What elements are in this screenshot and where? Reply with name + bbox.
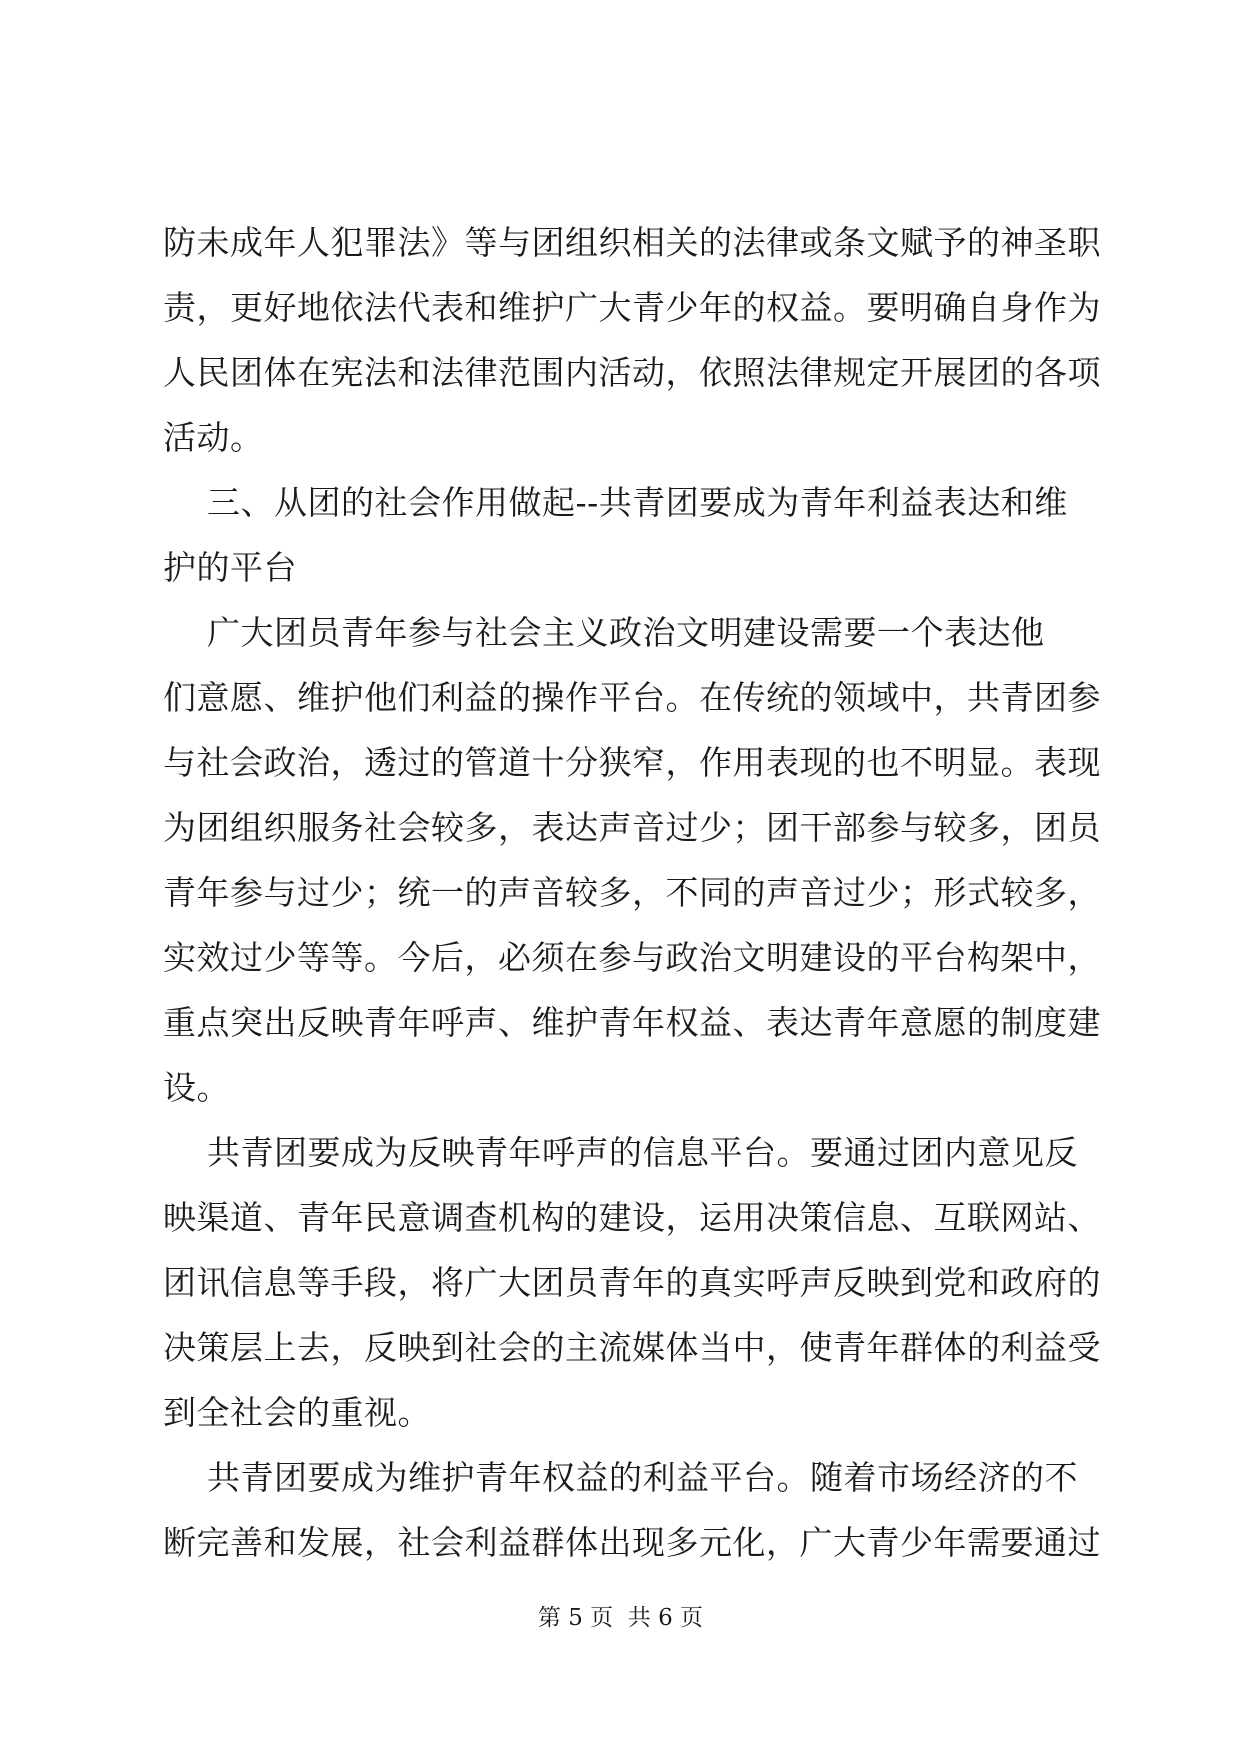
text-line: 决策层上去，反映到社会的主流媒体当中，使青年群体的利益受 (163, 1328, 1101, 1367)
text-line: 实效过少等等。今后，必须在参与政治文明建设的平台构架中， (163, 938, 1101, 977)
text-line: 活动。 (163, 418, 264, 457)
page-number-footer: 第 5 页 共 6 页 (537, 1605, 704, 1631)
text-line: 青年参与过少；统一的声音较多，不同的声音过少；形式较多， (163, 873, 1101, 912)
section-heading-line: 三、从团的社会作用做起--共青团要成为青年利益表达和维 (163, 483, 1068, 522)
text-line: 重点突出反映青年呼声、维护青年权益、表达青年意愿的制度建 (163, 1003, 1101, 1042)
text-line: 到全社会的重视。 (163, 1393, 431, 1432)
section-heading-line: 护的平台 (163, 548, 297, 587)
text-line: 防未成年人犯罪法》等与团组织相关的法律或条文赋予的神圣职 (163, 223, 1101, 262)
text-line: 团讯信息等手段，将广大团员青年的真实呼声反映到党和政府的 (163, 1263, 1101, 1302)
text-line: 责，更好地依法代表和维护广大青少年的权益。要明确自身作为 (163, 288, 1101, 327)
text-line: 广大团员青年参与社会主义政治文明建设需要一个表达他 (163, 613, 1045, 652)
text-line: 为团组织服务社会较多，表达声音过少；团干部参与较多，团员 (163, 808, 1101, 847)
text-line: 人民团体在宪法和法律范围内活动，依照法律规定开展团的各项 (163, 353, 1101, 392)
text-line: 断完善和发展，社会利益群体出现多元化，广大青少年需要通过 (163, 1523, 1101, 1562)
text-line: 映渠道、青年民意调查机构的建设，运用决策信息、互联网站、 (163, 1198, 1101, 1237)
text-line: 设。 (163, 1068, 230, 1107)
text-line: 与社会政治，透过的管道十分狭窄，作用表现的也不明显。表现 (163, 743, 1101, 782)
text-line: 共青团要成为维护青年权益的利益平台。随着市场经济的不 (163, 1458, 1078, 1497)
text-line: 共青团要成为反映青年呼声的信息平台。要通过团内意见反 (163, 1133, 1078, 1172)
document-body (163, 223, 1101, 1591)
text-line: 们意愿、维护他们利益的操作平台。在传统的领域中，共青团参 (163, 678, 1101, 717)
